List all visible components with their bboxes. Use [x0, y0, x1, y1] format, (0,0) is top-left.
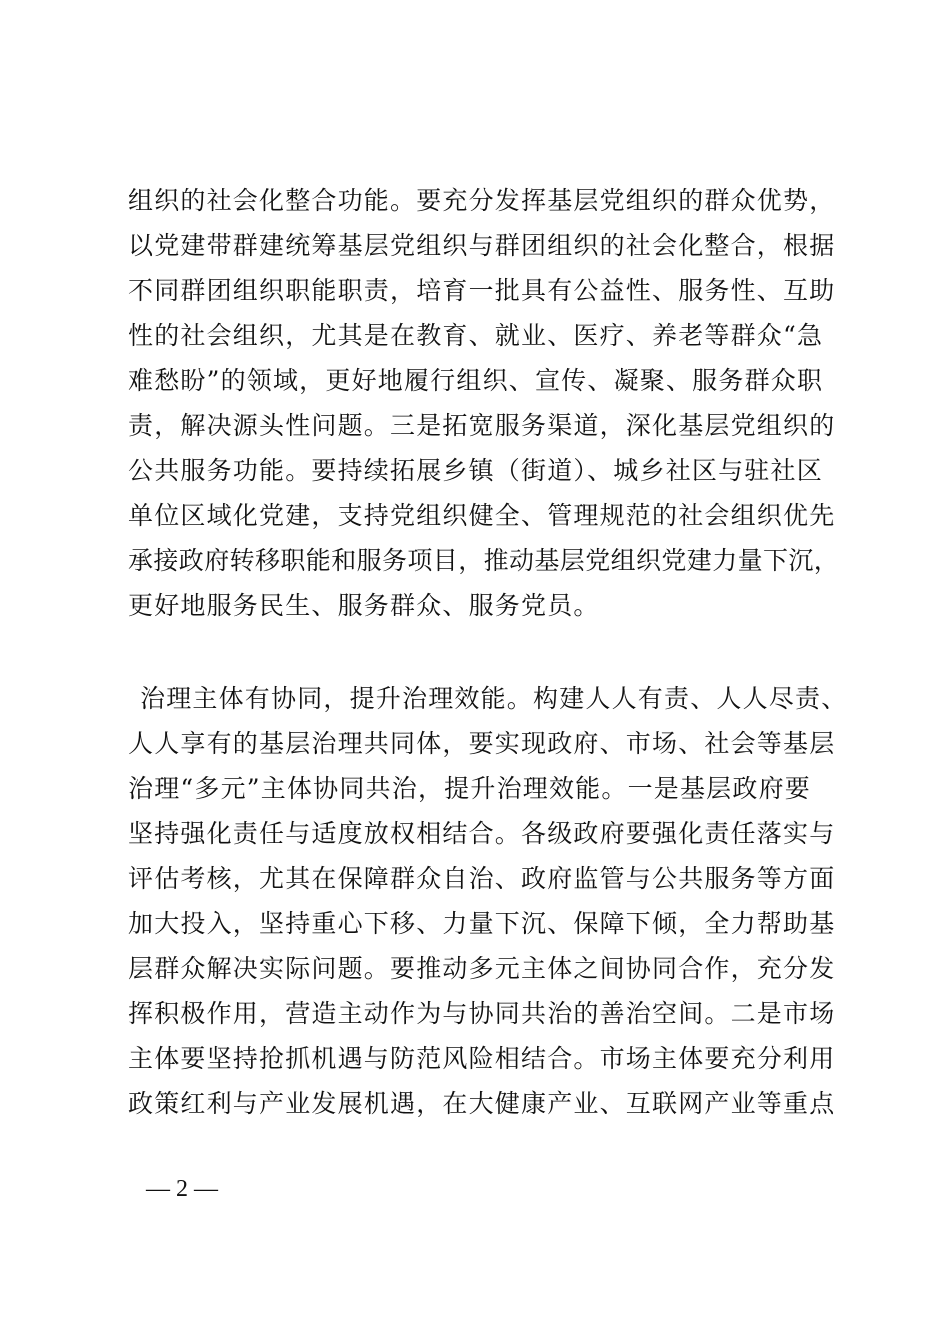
text-line: 人人享有的基层治理共同体，要实现政府、市场、社会等基层 — [128, 729, 836, 758]
text-line: 组织的社会化整合功能。要充分发挥基层党组织的群众优势， — [128, 186, 836, 215]
text-line: 更好地服务民生、服务群众、服务党员。 — [128, 591, 600, 620]
text-line: 公共服务功能。要持续拓展乡镇（街道）、城乡社区与驻社区 — [128, 456, 823, 485]
text-line: 层群众解决实际问题。要推动多元主体之间协同合作，充分发 — [128, 954, 836, 983]
text-line: 性的社会组织，尤其是在教育、就业、医疗、养老等群众“急 — [128, 321, 824, 350]
page-number: — 2 — — [146, 1176, 218, 1202]
text-line: 难愁盼”的领域，更好地履行组织、宣传、凝聚、服务群众职 — [128, 366, 824, 395]
paragraph-2 — [128, 676, 848, 1126]
text-line: 加大投入，坚持重心下移、力量下沉、保障下倾，全力帮助基 — [128, 909, 836, 938]
text-line: 政策红利与产业发展机遇，在大健康产业、互联网产业等重点 — [128, 1089, 836, 1118]
text-line: 评估考核，尤其在保障群众自治、政府监管与公共服务等方面 — [128, 864, 836, 893]
text-line: 主体要坚持抢抓机遇与防范风险相结合。市场主体要充分利用 — [128, 1044, 836, 1073]
text-line: 治理主体有协同，提升治理效能。构建人人有责、人人尽责、 — [140, 684, 848, 713]
text-line: 责，解决源头性问题。三是拓宽服务渠道，深化基层党组织的 — [128, 411, 836, 440]
text-line: 坚持强化责任与适度放权相结合。各级政府要强化责任落实与 — [128, 819, 836, 848]
text-line: 治理“多元”主体协同共治，提升治理效能。一是基层政府要 — [128, 774, 811, 803]
text-line: 挥积极作用，营造主动作为与协同共治的善治空间。二是市场 — [128, 999, 836, 1028]
text-line: 承接政府转移职能和服务项目，推动基层党组织党建力量下沉， — [128, 546, 840, 575]
text-line: 以党建带群建统筹基层党组织与群团组织的社会化整合，根据 — [128, 231, 836, 260]
paragraph-1 — [128, 178, 840, 628]
text-line: 单位区域化党建，支持党组织健全、管理规范的社会组织优先 — [128, 501, 836, 530]
text-line: 不同群团组织职能职责，培育一批具有公益性、服务性、互助 — [128, 276, 836, 305]
